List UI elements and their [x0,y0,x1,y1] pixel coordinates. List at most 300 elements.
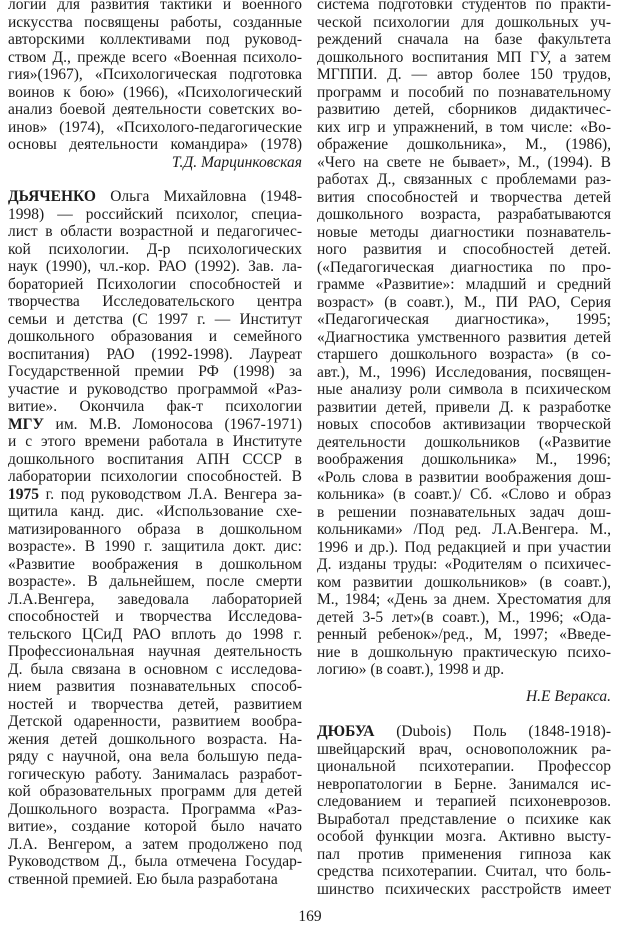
line-text: («Педагогическая диагностика по про- [317,258,611,276]
line-content [317,811,611,828]
line-content [317,661,504,678]
text-line [8,258,302,276]
text-line [317,521,611,539]
line-text: дошкольного возраста, разрабатываются [317,206,611,223]
line-text: ком развитии дошкольников» (в соавт.), [317,573,611,591]
text-line [8,451,302,469]
line-text: 1998) — российский психолог, специа- [8,205,302,223]
text-line [317,574,611,592]
text-line [317,556,611,574]
line-text: дошкольного воспитания АПН СССР в [8,450,302,468]
line-text: способностей и творчества Исследова- [8,608,302,625]
line-text: им. М.В. Ломоносова (1967-1971) [43,415,302,433]
line-text: реждений сначала на базе факультета [317,31,611,48]
line-content [8,748,302,765]
author-signature: Н.Е Веракса. [525,687,611,705]
line-text: Детской одаренности, развитием вообра- [8,713,302,730]
line-content [317,776,611,793]
line-text: воспитания) РАО (1992-1998). Лауреат [8,345,302,363]
line-text: (Dubois) Поль (1848-1918)- [374,723,611,740]
line-text: нием развития познавательных способ- [8,678,302,695]
line-content [317,539,611,556]
line-content [8,381,302,398]
line-text: работах Д., связанных с проблемами раз- [317,171,611,188]
line-content [8,591,302,608]
text-line [8,0,302,14]
entry-dyachenko [8,188,302,888]
line-content [8,101,302,118]
text-line [8,241,302,259]
line-content [317,521,611,538]
text-line [8,188,302,206]
text-line [8,556,302,574]
text-line [8,731,302,749]
line-text: ренный ребенок»/ред., М, 1997; «Введе- [317,626,611,643]
line-text: семьи и детства (С 1997 г. — Институт [8,310,302,328]
line-text: лист в области возрастной и педагогичес- [8,223,302,240]
line-content [317,434,611,451]
line-text: детей 3-5 лет»(в соавт.), М., 1996; «Ода- [317,608,611,626]
text-line [8,608,302,626]
line-text: старшего дошкольного возраста» (в со- [317,346,611,363]
text-line [8,696,302,714]
line-content [8,416,302,433]
line-text: воинов к бою» (1966), «Психологический [8,83,302,101]
text-line [8,381,302,399]
line-text: ображение дошкольника», М., (1986), [317,136,611,153]
line-text: «Чего на свете не бывает», М., (1994). В [317,153,611,171]
line-text: развитию детей, сборников дидактичес- [317,101,611,118]
text-line [8,643,302,661]
text-line [317,416,611,434]
line-text: ностей и творчества детей, развитием [8,695,302,713]
text-line [8,503,302,521]
line-content [317,416,611,433]
line-content [8,14,302,31]
text-line [8,346,302,364]
line-content [8,608,302,625]
line-content [8,84,302,101]
line-content [317,846,611,863]
line-content [317,346,611,363]
line-text: новых способов активизации творческой [317,416,611,433]
line-text: кой психологии. Д-р психологических [8,240,302,258]
line-content [317,329,611,346]
text-line [317,504,611,522]
text-line [8,101,302,119]
text-line [317,591,611,609]
line-content [317,294,611,311]
line-content [8,293,302,310]
line-content [317,644,611,661]
line-text: авторскими коллективами под руковод- [8,31,302,48]
line-text: творчества Исследовательского центра [8,293,302,310]
line-text: Государственной премии РФ (1998) за [8,363,302,380]
text-line [317,626,611,644]
text-line [317,828,611,846]
line-content [8,311,302,328]
line-content [317,451,611,468]
text-line [8,136,302,154]
line-content [317,31,611,48]
line-content [317,591,611,608]
line-content [8,241,302,258]
text-line [317,881,611,899]
line-content [8,486,302,503]
text-line [8,398,302,416]
line-content [8,328,302,345]
line-content [8,451,302,468]
line-content [317,504,611,521]
line-text: ческой психологии для дошкольных уч- [317,13,611,31]
line-content [8,678,302,695]
line-content [8,188,302,205]
text-line [8,853,302,871]
text-line [8,818,302,836]
line-text: тельского ЦСиД РАО вплоть до 1998 г. [8,625,302,643]
line-content [317,206,611,223]
text-line [317,311,611,329]
text-line [317,776,611,794]
text-line [8,119,302,137]
line-content [8,538,302,555]
line-content [317,66,611,83]
line-text: новые методы диагностики познаватель- [317,223,611,241]
text-line [317,49,611,67]
line-content [8,731,302,748]
text-line [317,486,611,504]
text-line [8,276,302,294]
line-content [8,346,302,363]
line-text: дошкольного образования и семейного [8,328,302,345]
line-content [8,66,302,83]
line-text: кольниками» /Под ред. Л.А.Венгера. М., [317,521,611,538]
line-text: М., 1984; «День за днем. Хрестоматия для [317,591,611,608]
line-text: возрасте». В 1990 г. защитила докт. дис: [8,538,302,555]
line-content [317,311,611,328]
text-line [8,311,302,329]
line-content [317,364,611,381]
line-content [317,556,611,573]
line-text: Ольга Михайловна (1948- [95,188,302,205]
line-content [8,643,302,660]
line-text: средства психотерапии. Считал, что боль- [317,863,611,880]
text-line [317,294,611,312]
line-text: инов» (1974), «Психолого-педагогические [8,118,302,136]
line-text: витие», создание которой было начато [8,818,302,835]
line-content [8,0,302,13]
line-text: Профессиональная научная деятельность [8,643,302,660]
line-text: Руководством Д., была отмечена Государ- [8,853,302,870]
line-text: деятельности дошкольников («Развитие [317,433,611,451]
text-line [317,451,611,469]
line-text: Выработал представление о психике как [317,810,611,828]
line-content [8,363,302,380]
text-line [317,136,611,154]
line-text: возрасте». В дальнейшем, после смерти [8,573,302,590]
line-content [317,0,611,13]
line-text: «Диагностика умственного развития детей [317,328,611,346]
line-text: ством Д., прежде всего «Военная психоло- [8,48,302,66]
line-content [8,433,302,450]
line-text: логию» (в соавт.), 1998 и др. [317,661,505,678]
text-line [8,801,302,819]
text-line [317,189,611,207]
line-text: жения детей дошкольного возраста. На- [8,730,302,748]
line-text: 1996 и др.). Под редакцией и при участии [317,538,611,556]
line-text: ственной премией. Ею была разработана [8,870,278,888]
line-content [8,119,302,136]
line-content [8,836,302,853]
text-line [317,399,611,417]
text-line [317,863,611,881]
text-line [8,223,302,241]
line-text: МГППИ. Д. — автор более 150 трудов, [317,66,611,83]
line-text: пал против применения гипноза как [317,845,611,863]
line-text: ние в дошкольную практическую психо- [317,643,611,661]
line-text: г. под руководством Л.А. Венгера за- [39,485,302,503]
line-text: особой функции мозга. Активно высту- [317,828,611,845]
text-line [8,591,302,609]
bold-run: МГУ [8,415,44,433]
line-text: ного развития и способностей детей. [317,241,611,258]
line-content [317,863,611,880]
line-content [8,468,302,485]
line-content [317,758,611,775]
line-text: развитии детей, привели Д. к разработке [317,398,611,416]
line-text: ких игр и упражнений, в том числе: «Во- [317,118,611,136]
line-content [8,766,302,783]
line-content [317,741,611,758]
line-content [8,626,302,643]
text-line [317,364,611,382]
line-content [8,818,302,835]
text-line [317,171,611,189]
text-line [8,871,302,889]
line-content [317,136,611,153]
text-line [8,766,302,784]
line-content [317,154,611,171]
headword: ДЬЯЧЕНКО [8,188,96,205]
line-text: и с этого времени работала в Институте [8,433,302,450]
line-content [8,503,302,520]
line-content [8,398,302,415]
text-line [8,783,302,801]
text-line [8,486,302,504]
line-content [317,399,611,416]
line-content [317,828,611,845]
line-content [8,713,302,730]
line-content [317,241,611,258]
text-line [8,468,302,486]
text-line [317,329,611,347]
text-line [8,713,302,731]
line-text: грамме «Развитие»: младший и средний [317,276,611,293]
line-text: щитила канд. дис. «Использование схе- [8,503,302,520]
line-text: вития способностей и творчества детей [317,188,611,206]
line-content [8,696,302,713]
text-line [8,66,302,84]
text-line [8,49,302,67]
text-line [8,84,302,102]
line-content [317,381,611,398]
line-text: система подготовки студентов по практи- [317,0,611,13]
line-content [317,49,611,66]
text-line [8,328,302,346]
line-text: Л.А.Венгера, заведовала лабораторией [8,590,302,608]
text-line [8,293,302,311]
line-content [317,626,611,643]
line-text: кой образовательных программ для детей [8,783,302,800]
line-text: воображения дошкольника» М., 1996; [317,451,611,468]
entry-dubois [317,723,611,898]
line-content [8,783,302,800]
line-text: «Педагогическая диагностика», 1995; [317,311,611,328]
line-content [8,206,302,223]
text-line [8,626,302,644]
text-line [317,644,611,662]
text-line [317,66,611,84]
line-text: возраст» (в соавт.), М., ПИ РАО, Серия [317,293,611,311]
line-content [317,793,611,810]
text-line [8,416,302,434]
line-content [317,276,611,293]
line-content [317,723,611,740]
line-text: «Развитие воображения в дошкольном [8,555,302,573]
line-content [8,871,278,888]
text-line [8,678,302,696]
line-text: искусства посвящены работы, созданные [8,13,302,31]
line-content [8,573,302,590]
text-line [317,609,611,627]
line-text: матизированного образа в дошкольном [8,520,302,538]
author-signature: Т.Д. Марцинковская [171,153,302,171]
text-line [8,206,302,224]
text-line [317,539,611,557]
text-line [317,469,611,487]
line-text: гогическую работу. Занималась разработ- [8,765,302,783]
bold-run: 1975 [8,485,39,503]
line-text: дошкольного воспитания МП ГУ, а затем [317,48,611,66]
text-line [317,346,611,364]
text-line [317,84,611,102]
line-content [8,853,302,870]
line-text: Дошкольного возраста. Программа «Раз- [8,800,302,818]
line-content [317,881,611,898]
text-line [8,748,302,766]
line-content [317,119,611,136]
text-line [8,836,302,854]
line-text: логии для развития тактики и военного [8,0,302,13]
line-text: основы деятельности командира» (1978) [8,136,302,153]
line-content [317,14,611,31]
text-line [317,101,611,119]
line-content [317,574,611,591]
text-line [317,381,611,399]
line-text: в решении познавательных задач дош- [317,503,611,521]
text-line [8,573,302,591]
page-number: 169 [298,908,322,925]
line-text: циональной психотерапии. Профессор [317,758,611,775]
line-text: витие». Окончила фак-т психологии [8,398,302,415]
text-line [317,434,611,452]
entry-dyachenko-continuation [317,0,611,705]
text-line [8,661,302,679]
text-line [8,14,302,32]
line-text: лаборатории психологии способностей. В [8,468,302,485]
line-content [8,258,302,275]
line-text: швейцарский врач, основоположник ра- [317,740,611,758]
line-content [317,84,611,101]
text-line [317,241,611,259]
text-line [8,538,302,556]
text-line [317,793,611,811]
line-text: ряду с научной, она вела большую педа- [8,748,302,765]
text-line [317,119,611,137]
line-text: невропатологии в Берне. Занимался ис- [317,775,611,793]
line-text: шинство психических расстройств имеет [317,880,611,898]
text-line [317,758,611,776]
line-content [8,556,302,573]
text-line [317,0,611,14]
line-content [317,101,611,118]
entry-continuation [8,0,302,171]
line-text: наук (1990), чл.-кор. РАО (1992). Зав. ла- [8,258,302,275]
line-text: следованием и терапией психоневрозов. [317,793,611,810]
text-line [317,31,611,49]
text-line [317,741,611,759]
text-line [317,723,611,741]
headword: ДЮБУА [317,723,375,740]
text-line [8,433,302,451]
text-line [317,259,611,277]
text-line [317,14,611,32]
line-content [8,223,302,240]
line-content [317,189,611,206]
line-content [317,171,611,188]
line-content [8,31,302,48]
text-line [317,206,611,224]
text-line [317,811,611,829]
text-line [8,521,302,539]
text-line [317,154,611,172]
line-content [317,224,611,241]
line-text: «Роль слова в развитии воображения дош- [317,468,611,486]
text-line [317,276,611,294]
line-text: Д. изданы труды: «Родителям о психичес- [317,556,611,573]
line-content [317,486,611,503]
line-content [8,276,302,293]
line-text: Л.А. Венгером, а затем продолжено под [8,835,302,853]
text-line [317,846,611,864]
text-line [8,363,302,381]
line-text: анализ боевой деятельности советских во- [8,101,302,118]
line-content [8,661,302,678]
line-content [317,469,611,486]
line-content [8,521,302,538]
text-line [317,224,611,242]
line-content [317,259,611,276]
text-line [317,661,611,679]
line-content [8,801,302,818]
line-text: ные анализу роли символа в психическом [317,381,611,398]
line-content [8,49,302,66]
line-content [8,136,302,153]
line-content [317,609,611,626]
line-text: кольника» (в соавт.)/ Сб. «Слово и образ [317,486,611,503]
line-text: гия»(1967), «Психологическая подготовка [8,66,302,83]
line-text: авт.), М., 1996) Исследования, посвящен- [317,363,611,381]
